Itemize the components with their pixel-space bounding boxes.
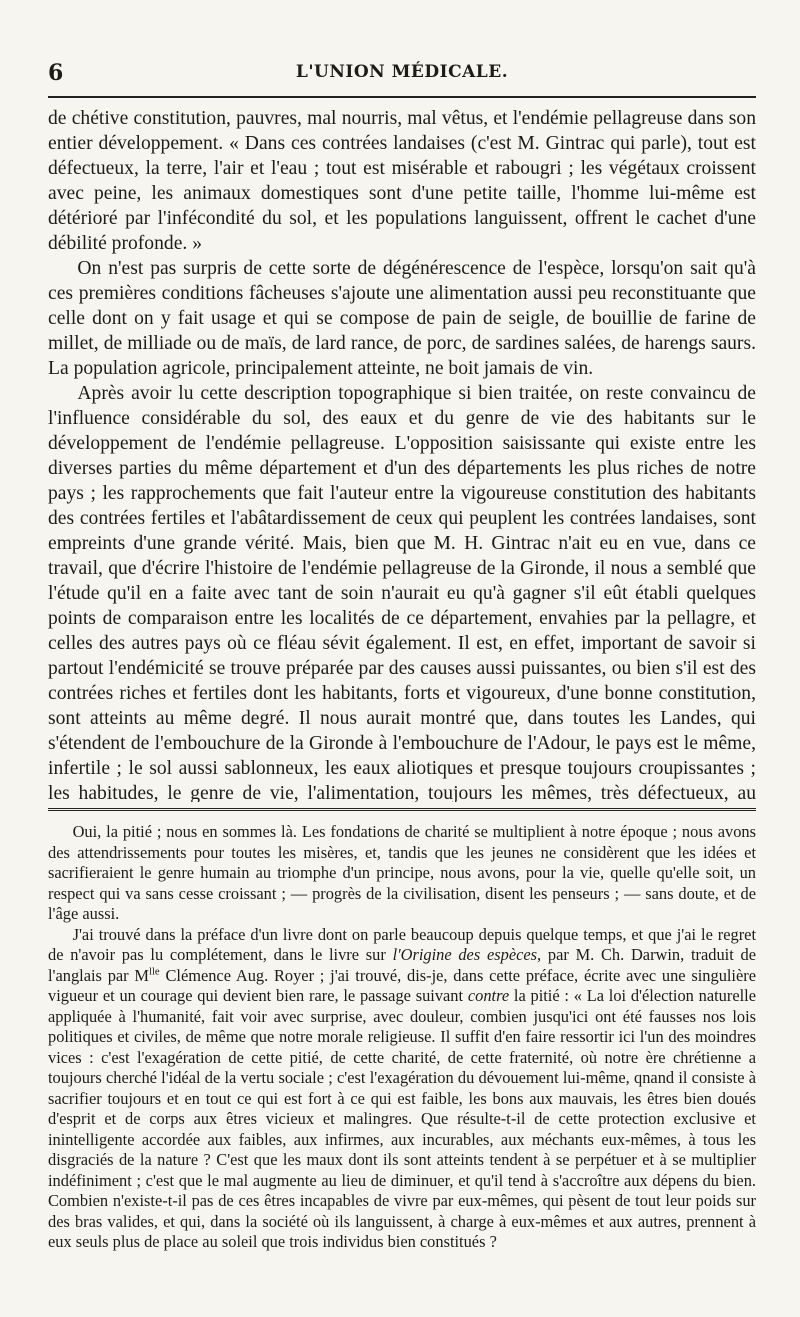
title-abbreviation: lle <box>149 966 160 978</box>
page-header <box>48 58 756 90</box>
feuilleton-text: J'ai trouvé dans la préface d'un livre dont on parle beaucoup depuis quelque temps, et que j'ai le regret de n'avoir pas lu complétement, dans le livre sur <box>48 924 756 964</box>
feuilleton-text: la pitié : « La loi d'élection naturelle appliquée à l'humanité, fait voir avec surprise, avec douleur, combien jusqu'ici ont été fausses nos lois politiques et civiles, de même que notre morale religieuse. Il suffit d'en faire ressortir ici l'un des moindres vices : c'est l'exagération de cette pitié, de cette charité, de cette fraternité, où notre ère chrétienne a toujours cherché l'idéal de la vertu sociale ; c'est l'exagération du dévouement lui-même, qnand il consiste à sacrifier toujours et en tout ce qui est fort à ce qui est faible, les bons aux mauvais, les êtres bien doués d'esprit et de corps aux êtres vicieux et malingres. Que résulte-t-il de cette protection exclusive et inintelligente accordée aux faibles, aux infirmes, aux incurables, aux méchants eux-mêmes, à tous les disgraciés de la nature ? C'est que les maux dont ils sont atteints tendent à se perpétuer et à se multiplier indéfiniment ; c'est que le mal augmente au lieu de diminuer, et qu'il tend à s'accroître aux dépens du bien. Combien n'existe-t-il pas de ces êtres incapables de vivre par eux-mêmes, qui pèsent de tout leur poids sur des bras valides, et qui, dans la société où ils languissent, à charge à eux-mêmes et aux autres, prennent à eux seuls plus de place au soleil que trois individus bien constitués ? <box>48 986 756 1251</box>
journal-page <box>48 58 756 1272</box>
journal-title: L'UNION MÉDICALE. <box>295 62 509 82</box>
emphasis-word: contre <box>467 986 510 1005</box>
article-paragraph-2: On n'est pas surpris de cette sorte de dégénérescence de l'espèce, lorsqu'on sait qu'à ces premières conditions fâcheuses s'ajoute une alimentation aussi peu reconstituante que celle dont on y fait usage et qui se compose de pain de seigle, de bouillie de farine de millet, de milliade ou de maïs, de lard rance, de porc, de sardines salées, de harengs saurs. La population agricole, principalement atteinte, ne boit jamais de vin. <box>48 258 756 379</box>
feuilleton-text: Clémence Aug. Royer ; j'ai trouvé, dis-je, dans cette préface, écrite avec une singulière vigueur et un courage qui devient bien rare, le passage suivant <box>48 965 756 1005</box>
article-paragraph-3: Après avoir lu cette description topographique si bien traitée, on reste convaincu de l'influence considérable du sol, des eaux et du genre de vie des habitants sur le développement de l'endémie pellagreuse. L'opposition saisissante qui existe entre les diverses parties du même département et d'un des départements les plus riches de notre pays ; les rapprochements que fait l'auteur entre la vigoureuse constitution des habitants des contrées fertiles et l'abâtardissement de ceux qui peuplent les contrées landaises, sont empreints d'une grande vérité. Mais, bien que M. H. Gintrac n'ait eu en vue, dans ce travail, que d'écrire l'histoire de l'endémie pellagreuse de la Gironde, il nous a semblé que l'étude qu'il en a faite avec tant de soin n'aurait eu qu'à gagner s'il eût établi quelques points de comparaison entre les localités de ce département, envahies par la pellagre, et celles des autres pays où ce fléau sévit également. Il est, en effet, important de savoir si partout l'endémicité se trouve préparée par des causes aussi puissantes, ou bien s'il est des contrées riches et fertiles dont les habitants, forts et vigoureux, d'une bonne constitution, sont atteints au même degré. Il nous aurait montré que, dans toutes les Landes, qui s'étendent de l'embouchure de la Gironde à l'embouchure de l'Adour, le pays est le même, infertile ; le sol aussi sablonneux, les eaux aliotiques et presque toujours croupissantes ; les habitudes, le genre de vie, l'alimentation, toujours les mêmes, très défectueux, au <box>48 383 756 802</box>
feuilleton-paragraph-1: Oui, la pitié ; nous en sommes là. Les fondations de charité se multiplient à notre époque ; nous avons des attendrissements pour toutes les misères, et, tandis que les jeunes ne considèrent que les idées et sacrifieraient le genre humain au triomphe d'un principe, nous avons, pour la vie, quelle qu'elle soit, un respect qui va sans cesse croissant ; — progrès de la civilisation, disent les penseurs ; — sans doute, et de l'âge aussi. <box>48 822 756 923</box>
feuilleton <box>48 822 756 1272</box>
feuilleton-paragraph-2 <box>48 925 756 1253</box>
article-paragraph-1: de chétive constitution, pauvres, mal nourris, mal vêtus, et l'endémie pellagreuse dans son entier développement. « Dans ces contrées landaises (c'est M. Gintrac qui parle), tout est défectueux, la terre, l'air et l'eau ; tout est misérable et rabougri ; les végétaux croissent avec peine, les animaux domestiques sont d'une petite taille, l'homme lui-même est détérioré par l'infécondité du sol, et les populations languissent, offrent le cachet d'une débilité profonde. » <box>48 108 756 254</box>
main-article <box>48 106 756 802</box>
feuilleton-text: , par M. Ch. Darwin, traduit de l'anglais par M <box>48 945 756 985</box>
header-rule <box>48 96 756 98</box>
page-number: 6 <box>48 60 64 86</box>
book-title: l'Origine des espèces <box>392 945 538 964</box>
feuilleton-divider <box>48 808 756 815</box>
